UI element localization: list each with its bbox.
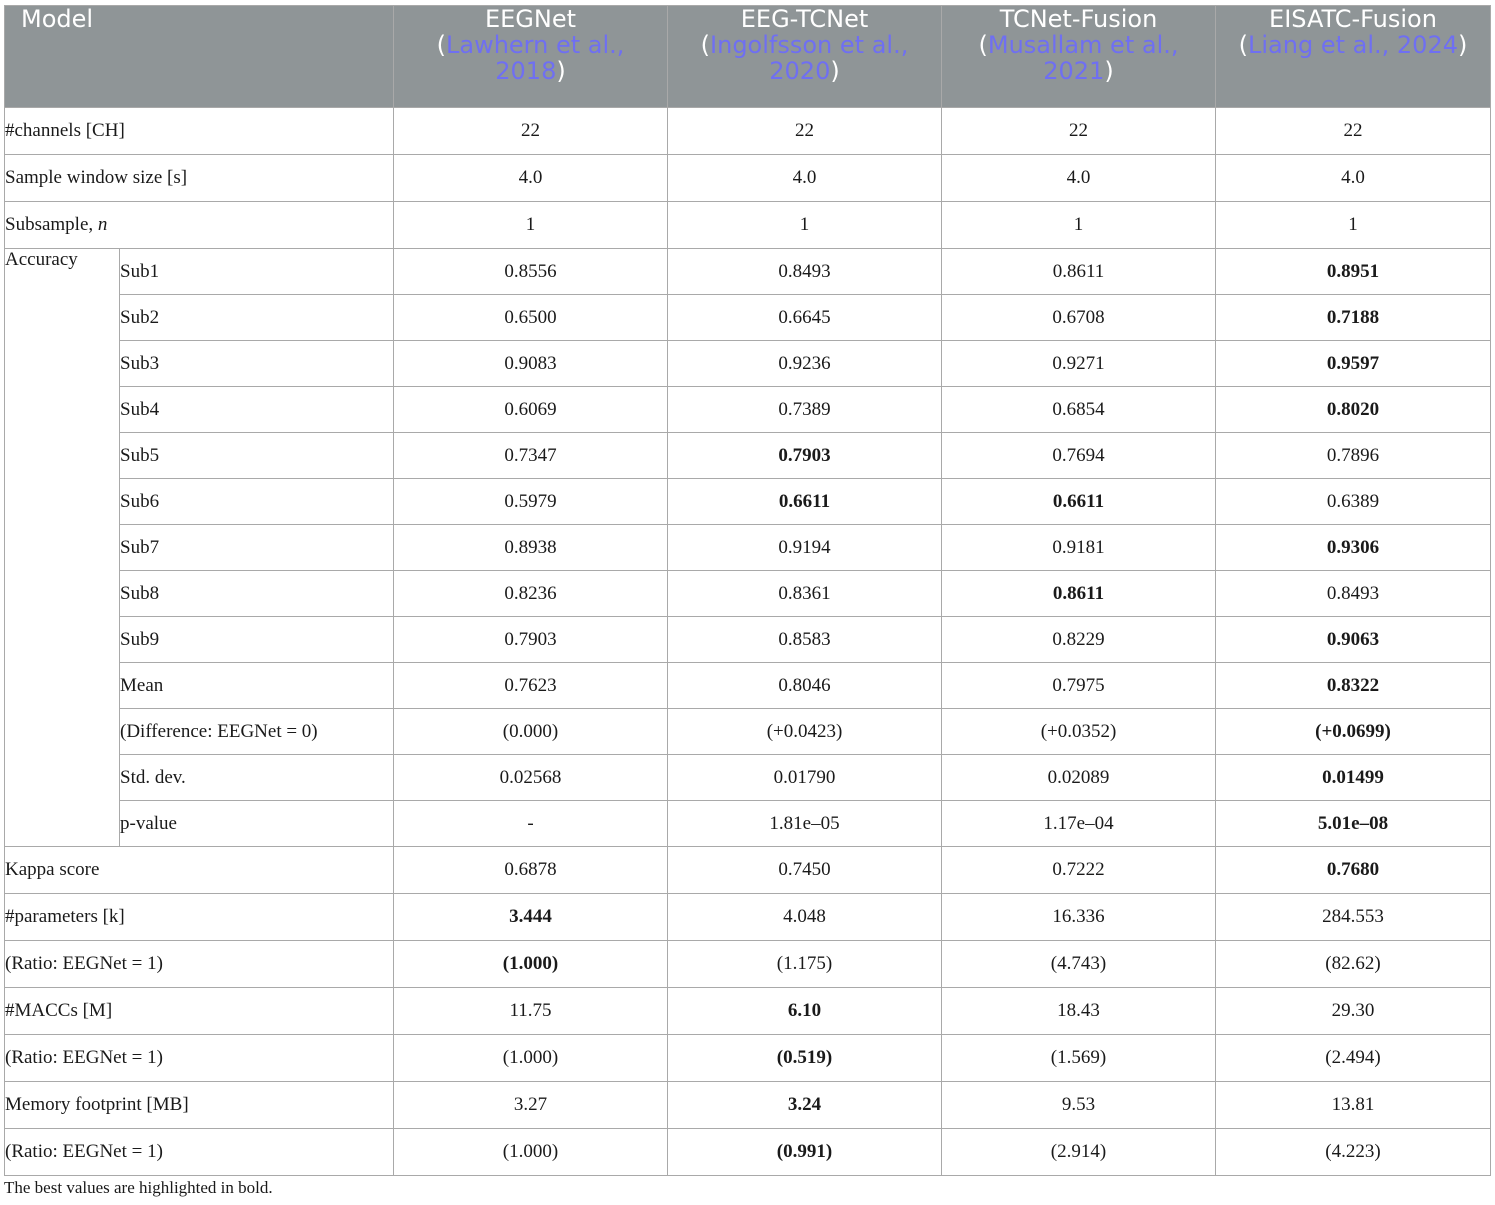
table-cell: 9.53 <box>942 1082 1216 1129</box>
table-cell: (1.000) <box>394 1035 668 1082</box>
accuracy-group-label: Accuracy <box>5 249 120 847</box>
table-cell: 0.8020 <box>1216 387 1491 433</box>
table-row <box>5 202 1491 249</box>
row-label: Sub5 <box>120 433 394 479</box>
table-cell: 0.6878 <box>394 847 668 894</box>
model-name: EEG-TCNet <box>740 5 869 33</box>
table-cell: 22 <box>1216 108 1491 155</box>
citation-link[interactable]: Liang et al., 2024 <box>1248 31 1458 59</box>
table-cell: 0.8229 <box>942 617 1216 663</box>
table-cell: 0.6069 <box>394 387 668 433</box>
row-label: Memory footprint [MB] <box>5 1082 394 1129</box>
table-cell: 22 <box>942 108 1216 155</box>
model-name: TCNet-Fusion <box>999 5 1158 33</box>
table-cell: (+0.0352) <box>942 709 1216 755</box>
table-cell: (1.000) <box>394 941 668 988</box>
table-cell: 0.5979 <box>394 479 668 525</box>
table-row <box>5 249 1491 295</box>
table-row <box>5 1082 1491 1129</box>
table-row <box>5 108 1491 155</box>
table-cell: 0.7896 <box>1216 433 1491 479</box>
table-row <box>5 1035 1491 1082</box>
table-row <box>5 341 1491 387</box>
table-cell: 1 <box>942 202 1216 249</box>
header-col-eisatc-fusion: EISATC-Fusion (Liang et al., 2024) <box>1216 6 1491 108</box>
table-cell: 0.9236 <box>668 341 942 387</box>
citation-link[interactable]: 2018 <box>495 57 557 85</box>
table-cell: 3.444 <box>394 894 668 941</box>
row-label: Sub1 <box>120 249 394 295</box>
table-cell: 6.10 <box>668 988 942 1035</box>
table-cell: 0.6645 <box>668 295 942 341</box>
citation-link[interactable]: 2020 <box>769 57 831 85</box>
row-label: Sub9 <box>120 617 394 663</box>
table-row <box>5 155 1491 202</box>
table-cell: 284.553 <box>1216 894 1491 941</box>
table-cell: 0.9181 <box>942 525 1216 571</box>
table-cell: 0.7623 <box>394 663 668 709</box>
table-cell: 22 <box>394 108 668 155</box>
table-cell: (2.494) <box>1216 1035 1491 1082</box>
table-row <box>5 663 1491 709</box>
table-cell: 0.9063 <box>1216 617 1491 663</box>
table-cell: - <box>394 801 668 847</box>
table-cell: 0.9306 <box>1216 525 1491 571</box>
header-row <box>5 6 1491 108</box>
results-table <box>4 5 1491 1176</box>
table-cell: 0.6611 <box>942 479 1216 525</box>
table-cell: 0.7188 <box>1216 295 1491 341</box>
table-cell: 0.7903 <box>668 433 942 479</box>
row-label: Sub2 <box>120 295 394 341</box>
header-col-tcnet-fusion: TCNet-Fusion (Musallam et al., 2021) <box>942 6 1216 108</box>
row-label: (Difference: EEGNet = 0) <box>120 709 394 755</box>
table-cell: 0.02568 <box>394 755 668 801</box>
table-cell: 0.6854 <box>942 387 1216 433</box>
table-cell: 4.0 <box>942 155 1216 202</box>
table-cell: 0.01790 <box>668 755 942 801</box>
table-cell: 0.8236 <box>394 571 668 617</box>
row-label: Std. dev. <box>120 755 394 801</box>
row-label: #MACCs [M] <box>5 988 394 1035</box>
table-cell: 3.24 <box>668 1082 942 1129</box>
table-row <box>5 755 1491 801</box>
table-row <box>5 709 1491 755</box>
table-cell: 3.27 <box>394 1082 668 1129</box>
citation-link[interactable]: Ingolfsson et al., <box>710 31 909 59</box>
table-cell: (4.223) <box>1216 1129 1491 1176</box>
table-cell: (82.62) <box>1216 941 1491 988</box>
row-label: Subsample, n <box>5 202 394 249</box>
table-cell: 0.8611 <box>942 571 1216 617</box>
table-cell: 0.8938 <box>394 525 668 571</box>
table-cell: 0.7680 <box>1216 847 1491 894</box>
row-label: #channels [CH] <box>5 108 394 155</box>
table-cell: 0.8556 <box>394 249 668 295</box>
table-cell: (1.175) <box>668 941 942 988</box>
row-label: Sub3 <box>120 341 394 387</box>
table-cell: 1.17e–04 <box>942 801 1216 847</box>
table-cell: 0.9271 <box>942 341 1216 387</box>
row-label: Sample window size [s] <box>5 155 394 202</box>
table-cell: (0.000) <box>394 709 668 755</box>
table-row <box>5 433 1491 479</box>
table-row <box>5 894 1491 941</box>
table-cell: 0.8322 <box>1216 663 1491 709</box>
table-cell: 0.6389 <box>1216 479 1491 525</box>
table-cell: 1 <box>394 202 668 249</box>
row-label: Kappa score <box>5 847 394 894</box>
table-cell: 0.7903 <box>394 617 668 663</box>
table-cell: 16.336 <box>942 894 1216 941</box>
table-cell: 0.7694 <box>942 433 1216 479</box>
table-cell: 0.6708 <box>942 295 1216 341</box>
row-label: (Ratio: EEGNet = 1) <box>5 1035 394 1082</box>
table-cell: (4.743) <box>942 941 1216 988</box>
table-cell: 1.81e–05 <box>668 801 942 847</box>
row-label: Sub4 <box>120 387 394 433</box>
table-row <box>5 941 1491 988</box>
table-cell: 22 <box>668 108 942 155</box>
table-row <box>5 847 1491 894</box>
citation-link[interactable]: 2021 <box>1043 57 1105 85</box>
table-cell: 11.75 <box>394 988 668 1035</box>
table-row <box>5 295 1491 341</box>
row-label: Sub7 <box>120 525 394 571</box>
table-cell: 0.9083 <box>394 341 668 387</box>
table-cell: 0.7975 <box>942 663 1216 709</box>
bottom-rows <box>5 847 1491 1176</box>
header-model: Model <box>5 6 394 108</box>
table-cell: 0.7222 <box>942 847 1216 894</box>
table-cell: 0.7389 <box>668 387 942 433</box>
row-label: #parameters [k] <box>5 894 394 941</box>
footnote: The best values are highlighted in bold. <box>4 1178 273 1197</box>
table-cell: 0.8361 <box>668 571 942 617</box>
table-cell: 13.81 <box>1216 1082 1491 1129</box>
table-cell: 0.8493 <box>668 249 942 295</box>
citation-link[interactable]: Musallam et al., <box>987 31 1179 59</box>
table-cell: 1 <box>668 202 942 249</box>
table-row <box>5 571 1491 617</box>
table-row <box>5 801 1491 847</box>
table-cell: (2.914) <box>942 1129 1216 1176</box>
row-label: Sub8 <box>120 571 394 617</box>
table-cell: 4.048 <box>668 894 942 941</box>
table-cell: 18.43 <box>942 988 1216 1035</box>
row-label: (Ratio: EEGNet = 1) <box>5 941 394 988</box>
table-cell: 0.9194 <box>668 525 942 571</box>
table-row <box>5 525 1491 571</box>
table-row <box>5 617 1491 663</box>
model-name: EISATC-Fusion <box>1269 5 1437 33</box>
table-cell: 5.01e–08 <box>1216 801 1491 847</box>
table-cell: 0.8046 <box>668 663 942 709</box>
row-label: p-value <box>120 801 394 847</box>
table-row <box>5 988 1491 1035</box>
table-cell: 0.8951 <box>1216 249 1491 295</box>
table-cell: 0.8583 <box>668 617 942 663</box>
table-cell: 1 <box>1216 202 1491 249</box>
table-row <box>5 1129 1491 1176</box>
table-cell: (1.569) <box>942 1035 1216 1082</box>
table-row <box>5 479 1491 525</box>
table-cell: 0.7450 <box>668 847 942 894</box>
model-name: EEGNet <box>484 5 577 33</box>
table-cell: (+0.0423) <box>668 709 942 755</box>
table-cell: 4.0 <box>394 155 668 202</box>
table-cell: 0.8611 <box>942 249 1216 295</box>
citation-link[interactable]: Lawhern et al., <box>445 31 625 59</box>
table-cell: 0.7347 <box>394 433 668 479</box>
table-cell: 29.30 <box>1216 988 1491 1035</box>
table-cell: 0.01499 <box>1216 755 1491 801</box>
row-label: Mean <box>120 663 394 709</box>
row-label: Sub6 <box>120 479 394 525</box>
table-cell: 0.6500 <box>394 295 668 341</box>
accuracy-group <box>5 249 1491 847</box>
row-label: (Ratio: EEGNet = 1) <box>5 1129 394 1176</box>
table-cell: 0.6611 <box>668 479 942 525</box>
header-col-eegnet: EEGNet (Lawhern et al., 2018) <box>394 6 668 108</box>
table-cell: 4.0 <box>1216 155 1491 202</box>
table-cell: 0.8493 <box>1216 571 1491 617</box>
table-cell: (1.000) <box>394 1129 668 1176</box>
table-row <box>5 387 1491 433</box>
table-cell: 4.0 <box>668 155 942 202</box>
header-col-eeg-tcnet: EEG-TCNet (Ingolfsson et al., 2020) <box>668 6 942 108</box>
table-cell: (0.519) <box>668 1035 942 1082</box>
table-cell: 0.02089 <box>942 755 1216 801</box>
table-cell: 0.9597 <box>1216 341 1491 387</box>
table-cell: (+0.0699) <box>1216 709 1491 755</box>
table-cell: (0.991) <box>668 1129 942 1176</box>
